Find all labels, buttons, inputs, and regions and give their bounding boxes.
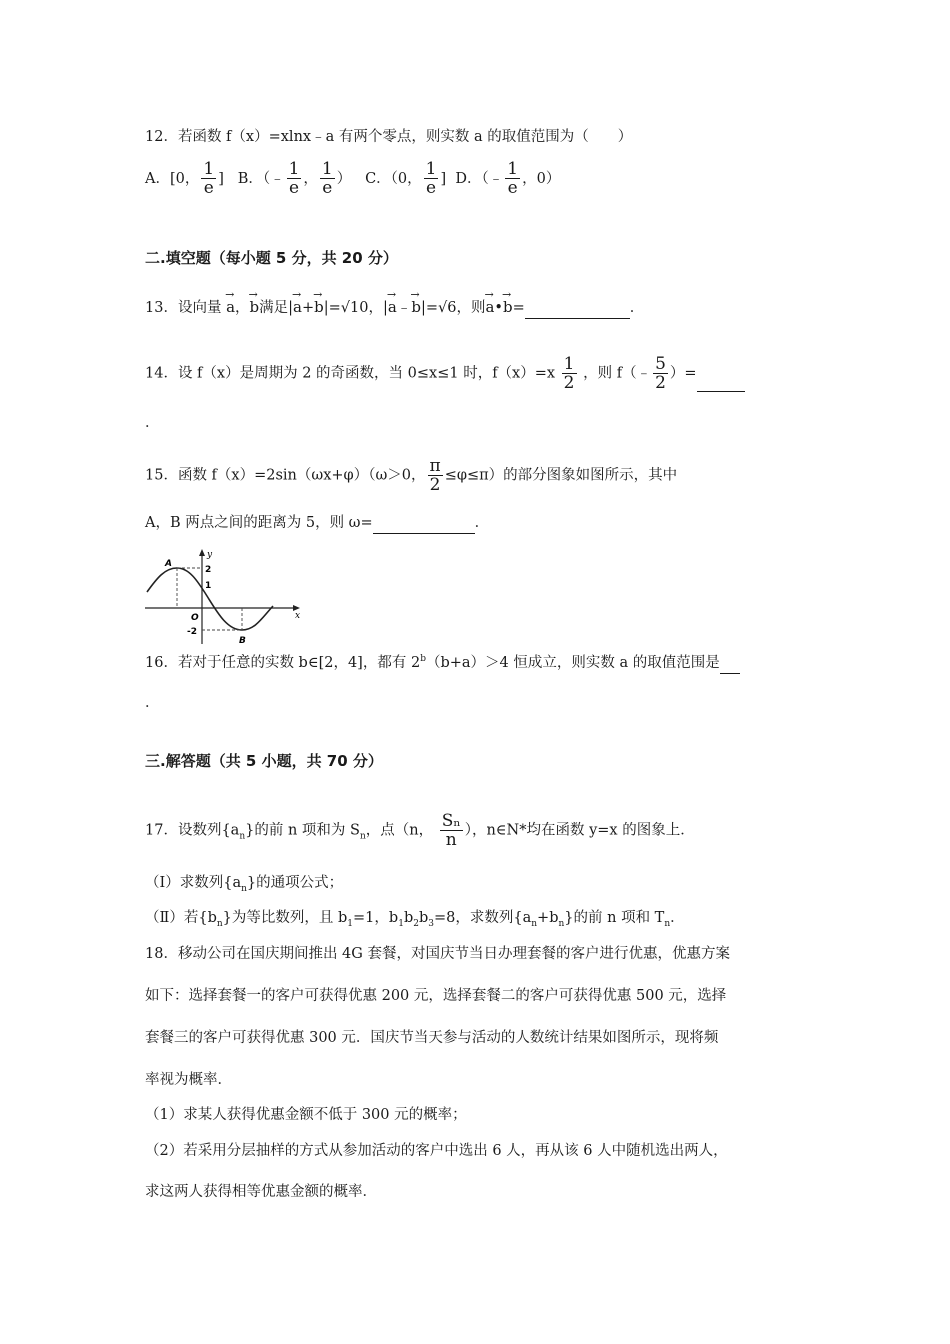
- q17-part-1: （Ⅰ）求数列$\{a_n\}$的通项公式；: [145, 875, 344, 894]
- point-label-a: A: [165, 559, 172, 569]
- section-3-heading: 三.解答题（共 5 小题，共 70 分）: [145, 752, 383, 770]
- y-axis-label: y: [207, 550, 213, 560]
- q15-sine-graph: [145, 548, 305, 646]
- q17: 17．设数列$\{a_n\}$的前 n 项和为 $S_n$，点（n， $\frac{\text{Sₙ}}{n}$ ），n∈N*均在函数 y=x 的图象上．: [145, 811, 695, 850]
- tick-label-1: 1: [205, 581, 212, 591]
- q17-part-2: （Ⅱ）若$\{b_n\}$为等比数列，且 $b_1=1$，$b_1b_2b_3=8$，求数列$\{a_n+b_n\}$的前 n 项和 $T_n$．: [145, 910, 685, 929]
- q18-part-2: （2）若采用分层抽样的方式从参加活动的客户中选出 6 人，再从该 6 人中随机选出两人，: [145, 1143, 728, 1159]
- q15-line-2: A，B 两点之间的距离为 5，则 ω= ．: [145, 512, 489, 534]
- q18-line-2: 如下：选择套餐一的客户可获得优惠 200 元，选择套餐二的客户可获得优惠 500 元，选择: [145, 988, 727, 1004]
- q18-line-3: 套餐三的客户可获得优惠 300 元．国庆节当天参与活动的人数统计结果如图所示，现将频: [145, 1030, 719, 1046]
- q18-part-1: （1）求某人获得优惠金额不低于 300 元的概率；: [145, 1107, 467, 1123]
- q12-option-d: D．（﹣ $\frac{1}{e}$ ，0）: [455, 159, 561, 198]
- q14-period: ．: [145, 415, 160, 431]
- point-label-b: B: [239, 636, 246, 646]
- q12-option-a: A．[0， $\frac{1}{e}$ ]: [145, 159, 224, 198]
- origin-label: O: [191, 613, 199, 623]
- q16-period: ．: [145, 695, 160, 711]
- sine-curve: [147, 568, 273, 630]
- x-axis: [145, 605, 300, 611]
- q18-part-2-continued: 求这两人获得相等优惠金额的概率．: [145, 1184, 377, 1200]
- q15-answer-blank: [373, 517, 475, 534]
- section-2-heading: 二.填空题（每小题 5 分，共 20 分）: [145, 249, 398, 267]
- q14-answer-blank: [697, 375, 745, 392]
- x-axis-label: x: [295, 611, 301, 621]
- q18-line-1: 18．移动公司在国庆期间推出 4G 套餐，对国庆节当日办理套餐的客户进行优惠，优惠方案: [145, 946, 730, 962]
- q12-option-b: B．（﹣ $\frac{1}{e}$ ， $\frac{1}{e}$ ）: [237, 159, 352, 198]
- q13-answer-blank: [525, 302, 630, 319]
- q12-stem: 12．若函数 f（x）=xlnx﹣a 有两个零点，则实数 a 的取值范围为（ ）: [145, 129, 633, 145]
- tick-label-2: 2: [205, 565, 212, 575]
- q16-answer-blank: [720, 657, 740, 674]
- q13: 13．设向量 → a，→ b满足|→ a+→ b|=√10，|→ a﹣→ b|=√6，则→ a•→ b= ．: [145, 296, 644, 319]
- q15-line-1: 15．函数 f（x）=2sin（ωx+φ）（ω＞0， $\frac{\pi}{2}$ ≤φ≤π）的部分图象如图所示，其中: [145, 456, 678, 495]
- q16: 16．若对于任意的实数 b∈[2，4]，都有 $2^b(b+a)>4$ 恒成立，则实数 a 的取值范围是: [145, 648, 740, 674]
- tick-label-minus-2: -2: [187, 627, 197, 637]
- q18-line-4: 率视为概率．: [145, 1072, 232, 1088]
- q14: 14．设 f（x）是周期为 2 的奇函数，当 0≤x≤1 时，f（x）=x $\frac{1}{2}$ ，则 f（﹣ $\frac{5}{2}$ ）=: [145, 355, 745, 392]
- q12-option-c: C．（0， $\frac{1}{e}$ ]: [365, 159, 447, 198]
- q12-options: [145, 160, 560, 197]
